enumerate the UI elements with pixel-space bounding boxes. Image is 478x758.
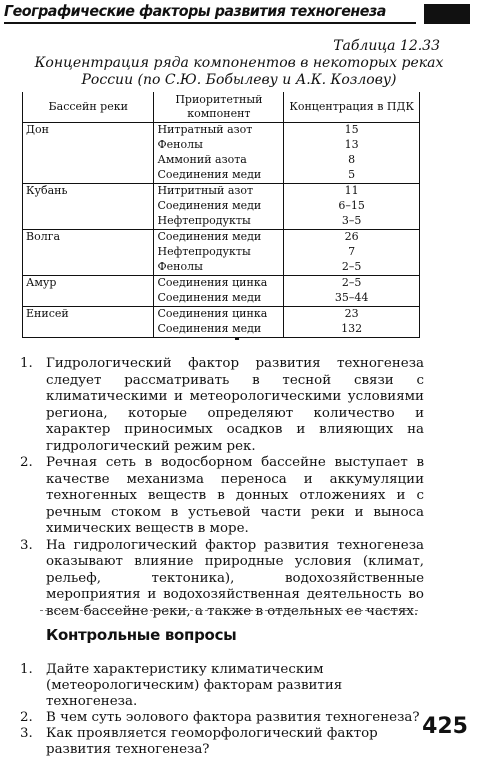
table-row [23, 307, 420, 323]
table-row [23, 276, 420, 292]
basin-cell: Енисей [23, 307, 154, 338]
question-item-number: 2. [20, 710, 33, 725]
summary-point-text: Речная сеть в водосборном бассейне выступает в качестве механизма переноса и аккумуляции техногенных веществ в донных отложениях и с речным стоком в устьевой части реки и выноса химических веществ в море. [46, 455, 424, 536]
table-row [23, 123, 420, 139]
summary-points [20, 356, 424, 620]
question-item [20, 662, 424, 710]
header-block-mark [424, 4, 470, 24]
component-cell: Соединения меди [154, 230, 284, 246]
table-caption [0, 55, 478, 89]
summary-point-text: На гидрологический фактор развития техногенеза оказывают влияние природные условия (климат, рельеф, тектоника), водохозяйственные мероприятия и водохозяйственная деятельность во всем бассейне реки, а также в отдельных ее частях. [46, 537, 424, 619]
header-basin: Бассейн реки [23, 92, 154, 123]
question-item-number: 1. [20, 662, 33, 677]
summary-point [20, 538, 424, 621]
component-cell: Соединения цинка [154, 276, 284, 292]
concentration-cell: 3–5 [284, 214, 420, 230]
section-separator [40, 610, 418, 611]
concentration-cell: 13 [284, 138, 420, 153]
question-item [20, 710, 424, 726]
table-end-mark [235, 338, 239, 340]
header-component: Приоритетный компонент [154, 92, 284, 123]
table-number: Таблица 12.33 [333, 38, 440, 54]
component-cell: Нитритный азот [154, 184, 284, 200]
component-cell: Нитратный азот [154, 123, 284, 139]
component-cell: Соединения меди [154, 322, 284, 338]
running-header [2, 2, 474, 26]
review-questions [20, 662, 424, 758]
page-number: 425 [422, 714, 468, 739]
table-caption-line2: России (по С.Ю. Бобылеву и А.К. Козлову) [81, 72, 397, 88]
section-title: Контрольные вопросы [46, 626, 237, 644]
table-row [23, 230, 420, 246]
table-caption-line1: Концентрация ряда компонентов в некоторых реках [34, 55, 444, 71]
concentration-cell: 2–5 [284, 260, 420, 276]
question-item-text: Как проявляется геоморфологический фактор развития техногенеза? [46, 726, 378, 757]
component-cell: Фенолы [154, 260, 284, 276]
question-item-number: 3. [20, 726, 33, 741]
concentration-cell: 5 [284, 168, 420, 184]
basin-cell: Амур [23, 276, 154, 307]
summary-point [20, 356, 424, 455]
header-rule [4, 22, 416, 24]
summary-point-number: 3. [20, 537, 33, 553]
component-cell: Нефтепродукты [154, 214, 284, 230]
header-concentration: Концентрация в ПДК [284, 92, 420, 123]
concentration-cell: 132 [284, 322, 420, 338]
concentration-cell: 26 [284, 230, 420, 246]
concentration-cell: 35–44 [284, 291, 420, 307]
concentration-cell: 6–15 [284, 199, 420, 214]
question-item-text: В чем суть эолового фактора развития техногенеза? [46, 710, 420, 725]
table-header-row [23, 92, 420, 123]
component-cell: Нефтепродукты [154, 245, 284, 260]
running-header-title: Географические факторы развития техногенеза [4, 2, 386, 20]
component-cell: Соединения меди [154, 291, 284, 307]
component-cell: Соединения цинка [154, 307, 284, 323]
component-cell: Соединения меди [154, 199, 284, 214]
table-body [23, 123, 420, 338]
concentration-cell: 23 [284, 307, 420, 323]
concentration-cell: 15 [284, 123, 420, 139]
question-item-text: Дайте характеристику климатическим (метеорологическим) факторам развития техногенеза. [46, 662, 343, 709]
summary-point-number: 2. [20, 455, 33, 470]
component-cell: Аммоний азота [154, 153, 284, 168]
concentration-cell: 7 [284, 245, 420, 260]
concentration-cell: 2–5 [284, 276, 420, 292]
question-item [20, 726, 424, 758]
concentration-cell: 11 [284, 184, 420, 200]
basin-cell: Дон [23, 123, 154, 184]
basin-cell: Волга [23, 230, 154, 276]
table-row [23, 184, 420, 200]
component-cell: Соединения меди [154, 168, 284, 184]
summary-point [20, 455, 424, 538]
basin-cell: Кубань [23, 184, 154, 230]
concentration-cell: 8 [284, 153, 420, 168]
summary-point-number: 1. [20, 356, 33, 371]
summary-point-text: Гидрологический фактор развития техногенеза следует рассматривать в тесной связи с климатическими и метеорологическими условиями региона, которые определяют количество и характер приносимых осадков и влияющих на гидрологический режим рек. [46, 356, 424, 454]
component-cell: Фенолы [154, 138, 284, 153]
concentration-table [22, 92, 420, 338]
